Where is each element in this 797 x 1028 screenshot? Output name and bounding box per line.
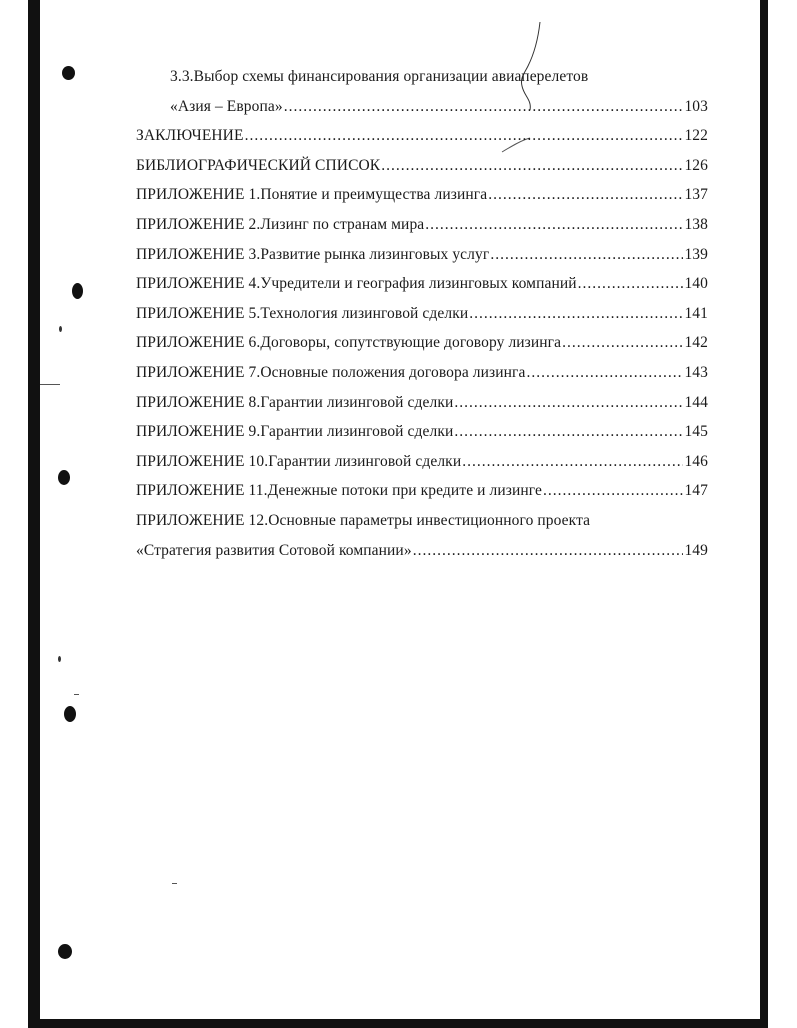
toc-leader-dots <box>454 417 683 447</box>
toc-row <box>136 180 708 210</box>
toc-row <box>136 388 708 418</box>
toc-page-number: 140 <box>684 275 708 293</box>
toc-page-number: 139 <box>684 245 708 263</box>
scan-border-right <box>760 0 797 1028</box>
toc-leader-dots <box>381 151 683 181</box>
toc-entry-title: «Азия – Европа» <box>170 97 283 115</box>
toc-entry-title: ПРИЛОЖЕНИЕ 11.Денежные потоки при кредите и лизинге <box>136 482 542 500</box>
toc-page-number: 138 <box>684 215 708 233</box>
toc-entry-title: ПРИЛОЖЕНИЕ 12.Основные параметры инвестиционного проекта <box>136 511 591 529</box>
table-of-contents <box>136 62 708 565</box>
toc-page-number: 137 <box>684 186 708 204</box>
binder-hole <box>64 706 76 722</box>
toc-leader-dots <box>469 299 683 329</box>
scan-border-bottom <box>28 1019 768 1028</box>
scan-mark <box>172 883 177 884</box>
toc-entry-title: ЗАКЛЮЧЕНИЕ <box>136 127 244 145</box>
toc-entry-title: ПРИЛОЖЕНИЕ 10.Гарантии лизинговой сделки <box>136 452 462 470</box>
toc-row <box>136 447 708 477</box>
toc-leader-dots <box>490 240 683 270</box>
toc-row <box>136 121 708 151</box>
binder-hole <box>58 944 72 959</box>
toc-row <box>136 92 708 122</box>
toc-leader-dots <box>454 388 683 418</box>
binder-hole <box>62 66 75 80</box>
toc-entry-title: ПРИЛОЖЕНИЕ 5.Технология лизинговой сделки <box>136 304 469 322</box>
scan-speck <box>59 326 62 332</box>
toc-page-number: 126 <box>684 156 708 174</box>
toc-entry-title: ПРИЛОЖЕНИЕ 2.Лизинг по странам мира <box>136 215 425 233</box>
toc-page-number: 145 <box>684 423 708 441</box>
toc-leader-dots <box>245 121 684 151</box>
toc-entry-title: ПРИЛОЖЕНИЕ 9.Гарантии лизинговой сделки <box>136 423 454 441</box>
toc-page-number: 144 <box>684 393 708 411</box>
toc-row <box>136 506 708 536</box>
toc-entry-title: БИБЛИОГРАФИЧЕСКИЙ СПИСОК <box>136 156 381 174</box>
toc-page-number: 147 <box>684 482 708 500</box>
toc-page-number: 122 <box>684 127 708 145</box>
toc-page-number: 143 <box>684 363 708 381</box>
scan-mark <box>40 384 60 385</box>
toc-row <box>136 476 708 506</box>
scan-border-left <box>28 0 40 1028</box>
toc-page-number: 142 <box>684 334 708 352</box>
toc-entry-title: 3.3.Выбор схемы финансирования организации авиаперелетов <box>170 68 589 85</box>
scan-speck <box>58 656 61 662</box>
toc-entry-title: ПРИЛОЖЕНИЕ 3.Развитие рынка лизинговых услуг <box>136 245 490 263</box>
toc-leader-dots <box>562 328 683 358</box>
toc-entry-title: ПРИЛОЖЕНИЕ 6.Договоры, сопутствующие договору лизинга <box>136 334 562 352</box>
toc-row <box>136 417 708 447</box>
toc-page-number: 146 <box>684 452 708 470</box>
binder-hole <box>72 283 83 299</box>
toc-leader-dots <box>425 210 683 240</box>
toc-page-number: 149 <box>684 541 708 559</box>
toc-leader-dots <box>526 358 683 388</box>
toc-leader-dots <box>462 447 683 477</box>
toc-leader-dots <box>488 180 683 210</box>
toc-row <box>136 358 708 388</box>
toc-row <box>136 536 708 566</box>
toc-row <box>136 299 708 329</box>
toc-row <box>136 328 708 358</box>
toc-row <box>136 151 708 181</box>
toc-row <box>136 240 708 270</box>
toc-row <box>136 62 708 92</box>
scan-mark <box>74 694 79 695</box>
toc-leader-dots <box>413 536 684 566</box>
toc-leader-dots <box>578 269 684 299</box>
toc-leader-dots <box>543 476 683 506</box>
binder-hole <box>58 470 70 485</box>
toc-page-number: 141 <box>684 304 708 322</box>
toc-row <box>136 210 708 240</box>
toc-entry-title: «Стратегия развития Сотовой компании» <box>136 541 412 559</box>
toc-page-number: 103 <box>684 97 708 115</box>
toc-entry-title: ПРИЛОЖЕНИЕ 8.Гарантии лизинговой сделки <box>136 393 454 411</box>
toc-row <box>136 269 708 299</box>
toc-entry-title: ПРИЛОЖЕНИЕ 1.Понятие и преимущества лизинга <box>136 186 488 204</box>
toc-entry-title: ПРИЛОЖЕНИЕ 4.Учредители и география лизинговых компаний <box>136 275 577 293</box>
toc-entry-title: ПРИЛОЖЕНИЕ 7.Основные положения договора лизинга <box>136 363 526 381</box>
toc-leader-dots <box>284 92 684 122</box>
